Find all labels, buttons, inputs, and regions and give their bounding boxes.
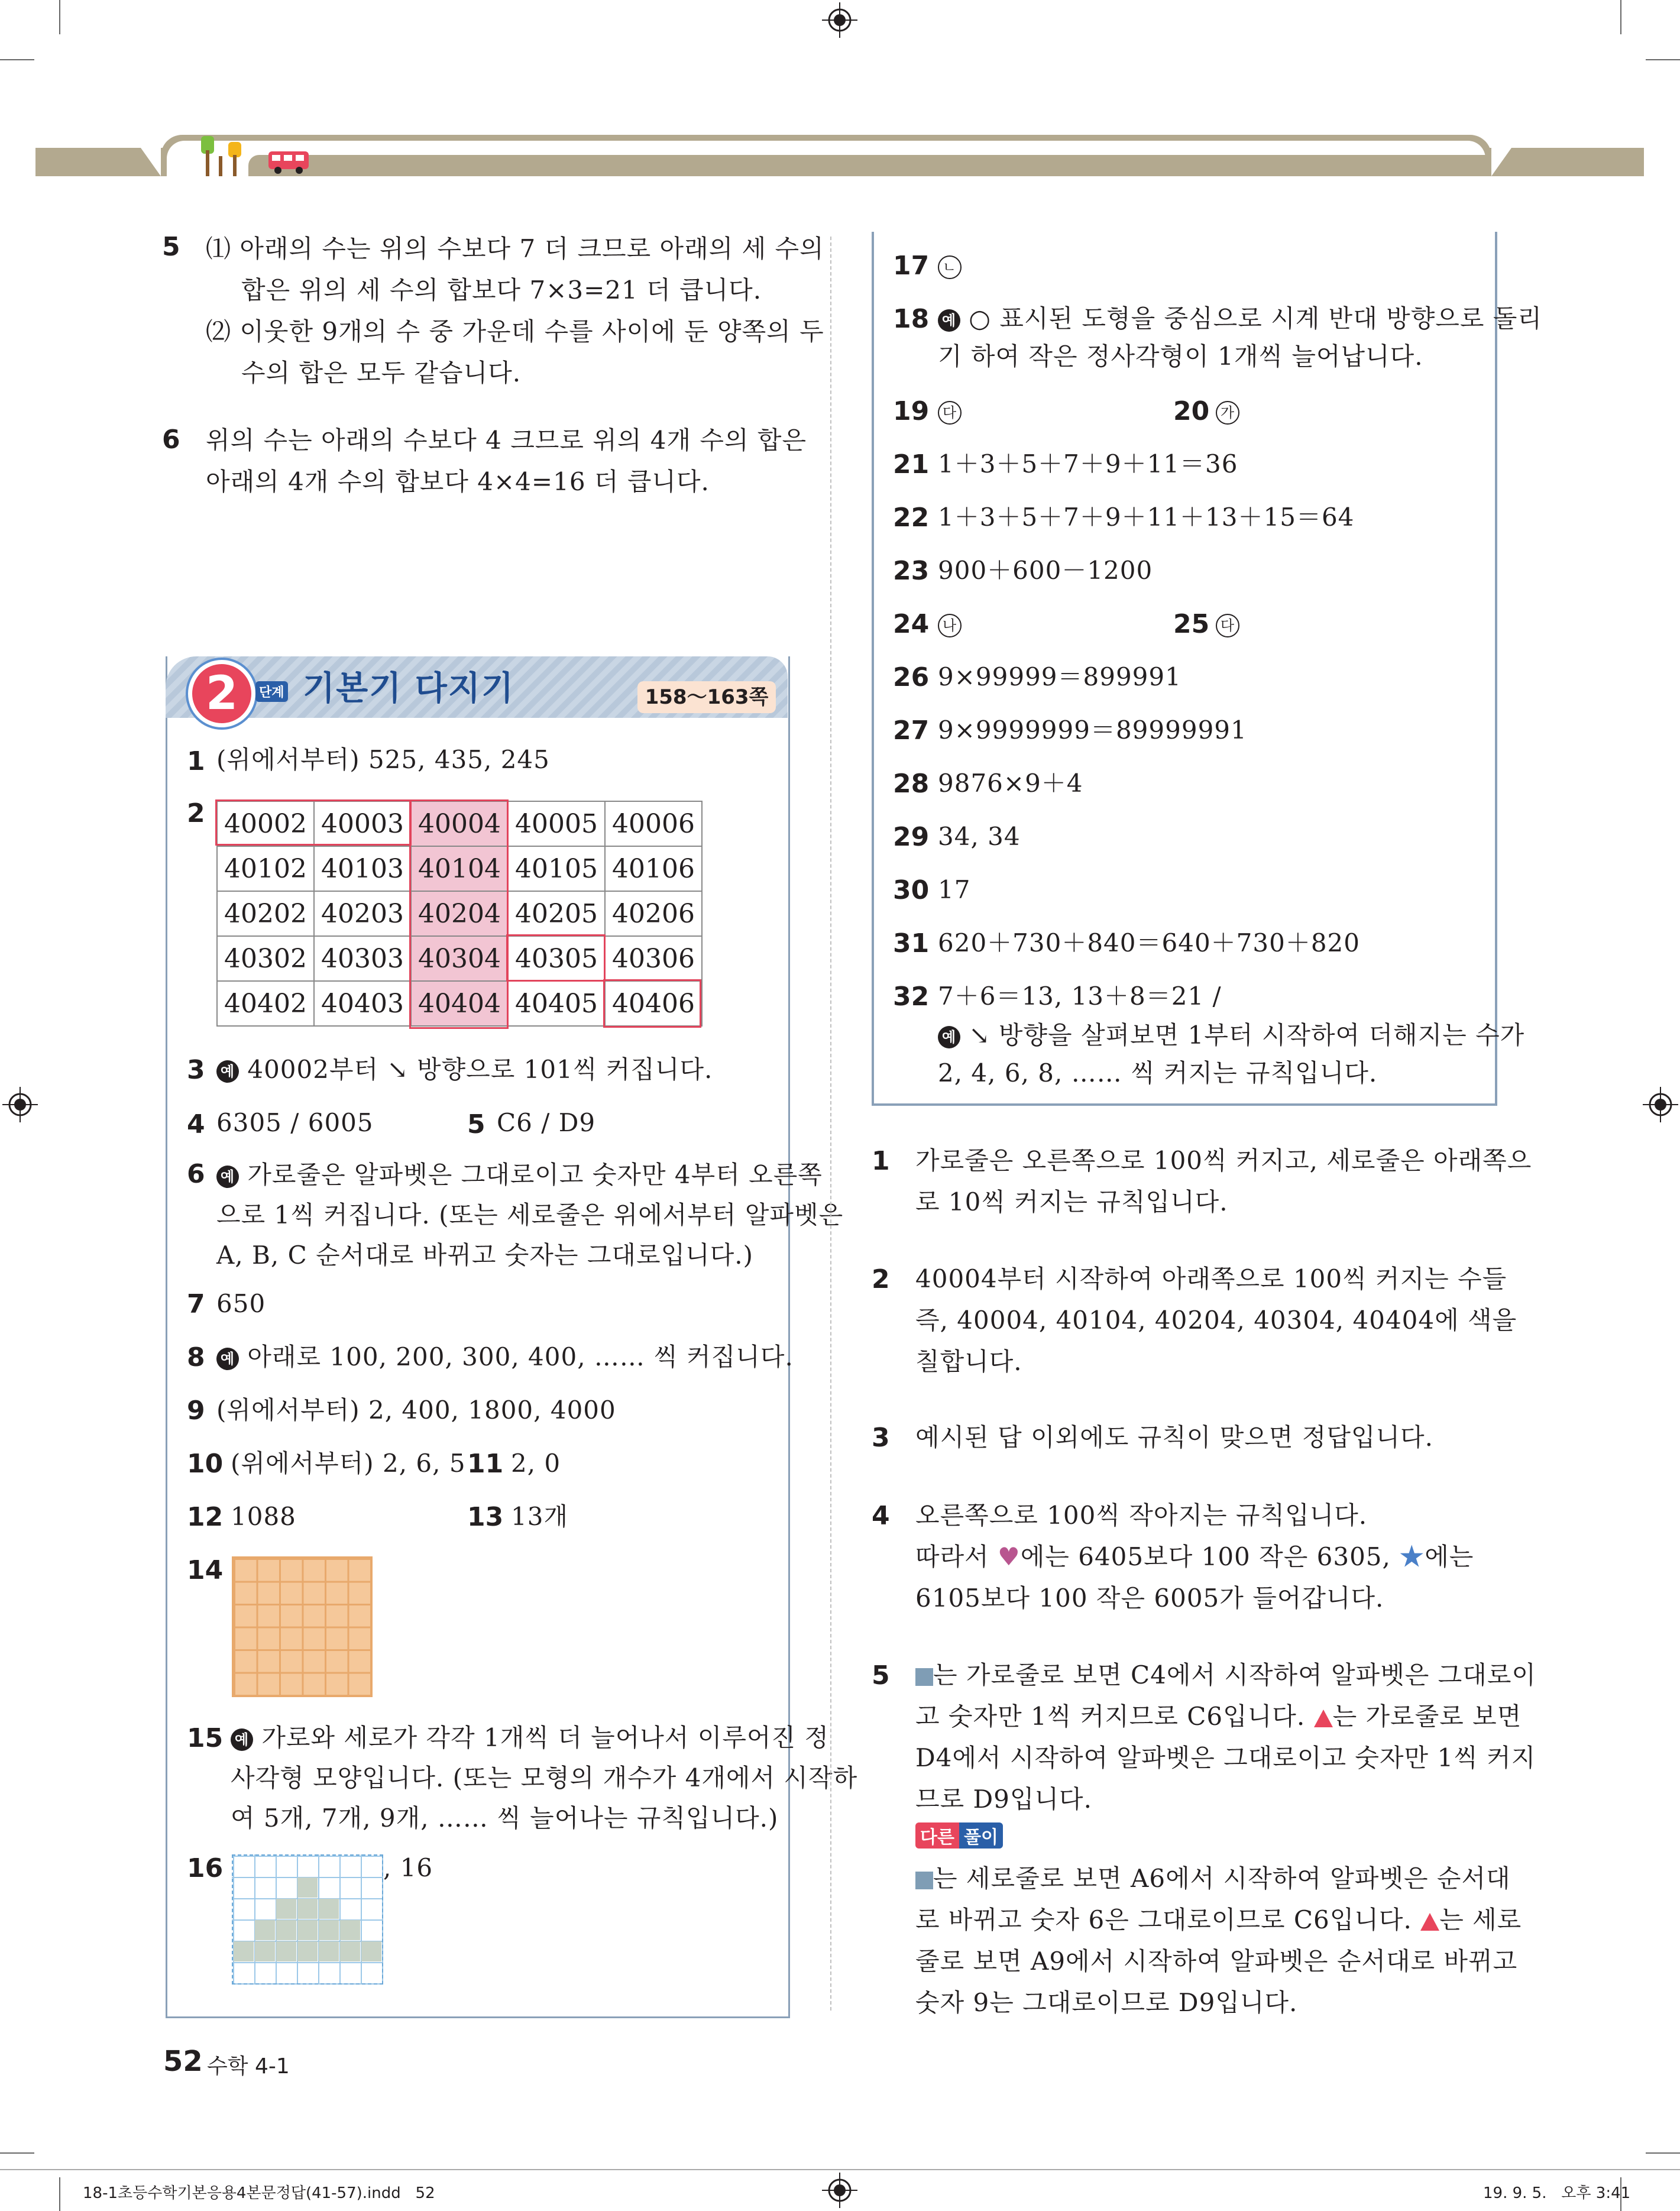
print-date: 19. 9. 5. 오후 3:41: [1483, 2184, 1631, 2202]
circled-letter: 다: [938, 401, 962, 425]
answer-text: 합은 위의 세 수의 합보다 7×3=21 더 큽니다.: [241, 276, 762, 305]
bus-icon: [267, 149, 310, 175]
grid-cell: 40403: [314, 981, 411, 1026]
section-title: 기본기 다지기: [303, 669, 515, 708]
registration-mark-icon: [822, 2173, 857, 2208]
answer-text: ○ 표시된 도형을 중심으로 시계 반대 방향으로 돌리: [969, 304, 1542, 333]
answer-text: 17: [938, 875, 971, 904]
answer-text: 위의 수는 아래의 수보다 4 크므로 위의 4개 수의 합은: [206, 426, 807, 455]
explanation-text: 는 세로줄로 보면 A6에서 시작하여 알파벳은 순서대: [933, 1864, 1511, 1893]
question-number: 5: [162, 232, 180, 262]
explanation-text: 고 숫자만 1씩 커지므로 C6입니다.: [915, 1702, 1314, 1731]
explanation-text: D4에서 시작하여 알파벳은 그대로이고 숫자만 1씩 커지: [915, 1743, 1536, 1772]
answer-text: 1＋3＋5＋7＋9＋11＝36: [938, 449, 1238, 478]
answer-number: 12: [187, 1502, 224, 1532]
answer-text: 수의 합은 모두 같습니다.: [241, 358, 522, 387]
explanation-number: 5: [872, 1660, 890, 1691]
page-subject: 수학 4-1: [207, 2054, 290, 2079]
section-pages: 158～163쪽: [637, 681, 776, 713]
grid-cell: 40305: [508, 936, 605, 981]
grid-cell: 40102: [217, 846, 314, 891]
grid-cell: 40004: [411, 801, 508, 846]
answer-number: 19: [893, 396, 930, 426]
grid-cell: 40203: [314, 891, 411, 936]
answer-text: [231, 1717, 829, 1759]
answer-number: 17: [893, 251, 930, 281]
explanation-text: 는 세로: [1439, 1905, 1522, 1934]
grid-cell: [255, 1920, 275, 1940]
answer-text: 아래로 100, 200, 300, 400, …… 씩 커집니다.: [247, 1342, 794, 1371]
tile-square-figure: [232, 1556, 373, 1697]
crop-mark: [59, 0, 60, 34]
answer-text: (위에서부터) 2, 6, 5: [231, 1449, 466, 1478]
answer-text: 7＋6＝13, 13＋8＝21 /: [938, 982, 1222, 1011]
answer-number: 21: [893, 449, 930, 480]
example-badge: 예: [231, 1728, 253, 1751]
heart-icon: ♥: [998, 1542, 1021, 1571]
grid-cell: [276, 1920, 296, 1940]
explanation-text: 줄로 보면 A9에서 시작하여 알파벳은 순서대로 바뀌고: [915, 1947, 1518, 1976]
answer-text: 900＋600－1200: [938, 556, 1153, 585]
explanation-text: 는 가로줄로 보면: [1332, 1702, 1522, 1731]
answer-number: 6: [187, 1159, 205, 1189]
answer-number: 30: [893, 875, 930, 905]
answer-text: (위에서부터) 2, 400, 1800, 4000: [216, 1396, 616, 1425]
example-badge: 예: [938, 1026, 960, 1048]
answer-text: , 16: [383, 1853, 433, 1882]
explanation-text: [915, 1858, 1511, 1899]
answer-number: 8: [187, 1342, 205, 1372]
explanation-text: 에는: [1425, 1542, 1474, 1571]
triangle-icon: [1420, 1913, 1439, 1931]
grid-cell: [297, 1877, 318, 1898]
answer-text: 으로 1씩 커집니다. (또는 세로줄은 위에서부터 알파벳은: [216, 1200, 844, 1229]
grid-cell: [319, 1899, 339, 1919]
grid-cell: 40404: [411, 981, 508, 1026]
circled-letter: 나: [938, 614, 962, 637]
grid-cell: 40006: [605, 801, 702, 846]
answer-text: [938, 390, 962, 432]
registration-mark-icon: [822, 2, 857, 38]
answer-text: [216, 1154, 823, 1196]
answer-number: 16: [187, 1853, 224, 1883]
grid-cell: 40106: [605, 846, 702, 891]
triangle-icon: [1314, 1710, 1333, 1727]
grid-cell: 40202: [217, 891, 314, 936]
highlight-outline: [603, 979, 701, 1028]
explanation-text: 칠합니다.: [915, 1347, 1022, 1376]
answer-text: 아래의 4개 수의 합보다 4×4=16 더 큽니다.: [206, 467, 710, 496]
grid-cell: [361, 1941, 381, 1961]
footer-rule: [0, 2169, 1680, 2170]
answer-text: [1216, 390, 1239, 432]
explanation-text: 에는 6405보다 100 작은 6305,: [1020, 1542, 1400, 1571]
grid-cell: [319, 1920, 339, 1940]
explanation-text: 는 가로줄로 보면 C4에서 시작하여 알파벳은 그대로이: [933, 1660, 1536, 1689]
grid-cell: 40104: [411, 846, 508, 891]
question-number: 6: [162, 425, 180, 455]
answer-text: 650: [216, 1289, 266, 1318]
answer-number: 22: [893, 503, 930, 533]
grid-cell: 40206: [605, 891, 702, 936]
answer-text: ↘ 방향을 살펴보면 1부터 시작하여 더해지는 수가: [969, 1021, 1525, 1050]
answer-number: 15: [187, 1723, 224, 1753]
circled-letter: ㄴ: [938, 255, 962, 279]
grid-cell: [297, 1920, 318, 1940]
answer-text: 사각형 모양입니다. (또는 모형의 개수가 4개에서 시작하: [231, 1763, 858, 1792]
grid-cell: [234, 1941, 254, 1961]
answer-text: 1088: [231, 1502, 296, 1531]
explanation-text: 즉, 40004, 40104, 40204, 40304, 40404에 색을: [915, 1306, 1517, 1335]
answer-text: [1216, 603, 1239, 645]
example-badge: 예: [216, 1348, 239, 1370]
explanation-number: 2: [872, 1264, 890, 1294]
crop-mark: [1620, 0, 1621, 34]
explanation-text: 6105보다 100 작은 6005가 들어갑니다.: [915, 1584, 1384, 1613]
explanation-number: 4: [872, 1501, 890, 1531]
star-icon: ★: [1399, 1542, 1425, 1571]
grid-cell: [297, 1899, 318, 1919]
answer-text: [216, 1049, 713, 1090]
explanation-text: 로 10씩 커지는 규칙입니다.: [915, 1187, 1228, 1216]
answer-text: 40002부터 ↘ 방향으로 101씩 커집니다.: [247, 1055, 713, 1084]
answer-number: 14: [187, 1555, 224, 1585]
answer-text: [938, 603, 962, 645]
crop-mark: [1646, 59, 1680, 60]
grid-cell: 40103: [314, 846, 411, 891]
column-divider: [830, 237, 831, 2011]
grid-cell: [276, 1941, 296, 1961]
grid-cell: 40406: [605, 981, 702, 1026]
answer-number: 18: [893, 304, 930, 334]
explanation-text: 숫자 9는 그대로이므로 D9입니다.: [915, 1988, 1298, 2017]
explanation-text: 예시된 답 이외에도 규칙이 맞으면 정답입니다.: [915, 1423, 1433, 1452]
dotted-grid-figure: [232, 1854, 383, 1985]
circled-letter: 가: [1216, 401, 1239, 425]
answer-number: 5: [467, 1109, 485, 1140]
grid-cell: 40105: [508, 846, 605, 891]
explanation-text: [915, 1536, 1474, 1578]
crop-mark: [0, 2152, 34, 2154]
answer-number: 32: [893, 982, 930, 1012]
answer-text: [938, 1015, 1524, 1056]
circled-letter: 다: [1216, 614, 1239, 637]
highlight-outline: [215, 799, 412, 846]
grid-cell: 40402: [217, 981, 314, 1026]
answer-text: 1＋3＋5＋7＋9＋11＋13＋15＝64: [938, 503, 1355, 532]
grid-cell: [340, 1920, 360, 1940]
answer-number: 25: [1173, 609, 1210, 639]
file-info: 18-1초등수학기본응용4본문정답(41-57).indd 52: [83, 2184, 435, 2202]
highlight-outline: [409, 799, 509, 1029]
header-tab-fill: [248, 155, 1490, 176]
grid-cell: [297, 1941, 318, 1961]
answer-number: 23: [893, 556, 930, 586]
page-number: 52: [163, 2045, 203, 2078]
answer-text: 9×9999999＝89999991: [938, 716, 1247, 744]
answer-number: 9: [187, 1396, 205, 1426]
grid-cell: 40205: [508, 891, 605, 936]
answer-number: 3: [187, 1055, 205, 1085]
crop-mark: [0, 59, 34, 60]
grid-cell: 40204: [411, 891, 508, 936]
section-stage-label: 단계: [255, 681, 288, 702]
grid-cell: 40303: [314, 936, 411, 981]
crop-mark: [1646, 2152, 1680, 2154]
grid-cell: 40306: [605, 936, 702, 981]
answer-text: 기 하여 작은 정사각형이 1개씩 늘어납니다.: [938, 342, 1423, 371]
answer-number: 26: [893, 662, 930, 692]
answer-number: 31: [893, 928, 930, 959]
grid-cell: 40005: [508, 801, 605, 846]
answer-number: 27: [893, 716, 930, 746]
answer-number: 11: [467, 1449, 504, 1479]
answer-text: 13개: [511, 1502, 569, 1531]
answer-text: 2, 4, 6, 8, …… 씩 커지는 규칙입니다.: [938, 1058, 1378, 1087]
alt-badge-label: 풀이: [959, 1822, 1003, 1849]
explanation-text: 오른쪽으로 100씩 작아지는 규칙입니다.: [915, 1501, 1368, 1530]
section-badge: 2: [188, 660, 255, 727]
example-badge: 예: [216, 1060, 239, 1083]
alt-badge-label: 다른: [915, 1822, 959, 1849]
registration-mark-icon: [1643, 1087, 1678, 1122]
highlight-outline: [506, 934, 606, 982]
answer-text: C6 / D9: [497, 1108, 596, 1137]
answer-text: [938, 298, 1542, 339]
explanation-text: 따라서: [915, 1542, 998, 1571]
answer-number: 10: [187, 1449, 224, 1479]
grid-cell: [276, 1899, 296, 1919]
explanation-text: 40004부터 시작하여 아래쪽으로 100씩 커지는 수들: [915, 1264, 1507, 1293]
explanation-number: 3: [872, 1423, 890, 1453]
answer-text: 620＋730＋840＝640＋730＋820: [938, 928, 1360, 957]
crop-mark: [59, 2177, 60, 2211]
answer-text: ⑴ 아래의 수는 위의 수보다 7 더 크므로 아래의 세 수의: [206, 234, 824, 263]
answer-text: 9×99999＝899991: [938, 662, 1181, 691]
grid-cell: 40002: [217, 801, 314, 846]
grid-cell: [255, 1941, 275, 1961]
answer-text: 2, 0: [511, 1449, 561, 1478]
explanation-text: [915, 1899, 1522, 1941]
answer-number: 2: [187, 798, 205, 828]
grid-cell: 40302: [217, 936, 314, 981]
explanation-text: 로 바뀌고 숫자 6은 그대로이므로 C6입니다.: [915, 1905, 1421, 1934]
header-notch-right: [1491, 148, 1511, 176]
explanation-text: [915, 1696, 1522, 1737]
answer-number: 13: [467, 1502, 504, 1532]
grid-cell: 40003: [314, 801, 411, 846]
example-badge: 예: [216, 1166, 239, 1188]
answer-text: 여 5개, 7개, 9개, …… 씩 늘어나는 규칙입니다.): [231, 1804, 779, 1833]
answer-number: 7: [187, 1289, 205, 1319]
answer-number: 4: [187, 1109, 205, 1140]
answer-text: A, B, C 순서대로 바뀌고 숫자는 그대로입니다.): [216, 1241, 754, 1270]
grid-cell: 40304: [411, 936, 508, 981]
square-icon: [915, 1872, 933, 1889]
answer-text: 34, 34: [938, 822, 1021, 851]
registration-mark-icon: [2, 1087, 38, 1122]
tree-icon: [195, 132, 254, 177]
explanation-text: 므로 D9입니다.: [915, 1785, 1092, 1814]
square-icon: [915, 1668, 933, 1686]
answer-text: 가로줄은 알파벳은 그대로이고 숫자만 4부터 오른쪽: [247, 1160, 823, 1189]
alt-solution-badge: [915, 1822, 1003, 1849]
explanation-text: [915, 1655, 1536, 1696]
answer-text: [938, 245, 962, 286]
answer-number: 20: [1173, 396, 1210, 426]
answer-number: 1: [187, 746, 205, 776]
explanation-text: 가로줄은 오른쪽으로 100씩 커지고, 세로줄은 아래쪽으: [915, 1146, 1532, 1175]
header-notch-left: [141, 148, 161, 176]
answer-text: [216, 1336, 794, 1378]
answer-text: 6305 / 6005: [216, 1108, 374, 1137]
example-badge: 예: [938, 309, 960, 332]
answer-text: ⑵ 이웃한 9개의 수 중 가운데 수를 사이에 둔 양쪽의 두: [206, 317, 824, 346]
answer-number: 24: [893, 609, 930, 639]
answer-text: (위에서부터) 525, 435, 245: [216, 745, 550, 774]
explanation-number: 1: [872, 1146, 890, 1176]
answer-text: 9876×9＋4: [938, 769, 1083, 798]
grid-cell: [319, 1941, 339, 1961]
answer-text: 가로와 세로가 각각 1개씩 더 늘어나서 이루어진 정: [261, 1723, 829, 1752]
answer-number: 29: [893, 822, 930, 852]
grid-cell: 40405: [508, 981, 605, 1026]
answer-number: 28: [893, 769, 930, 799]
grid-cell: [340, 1941, 360, 1961]
